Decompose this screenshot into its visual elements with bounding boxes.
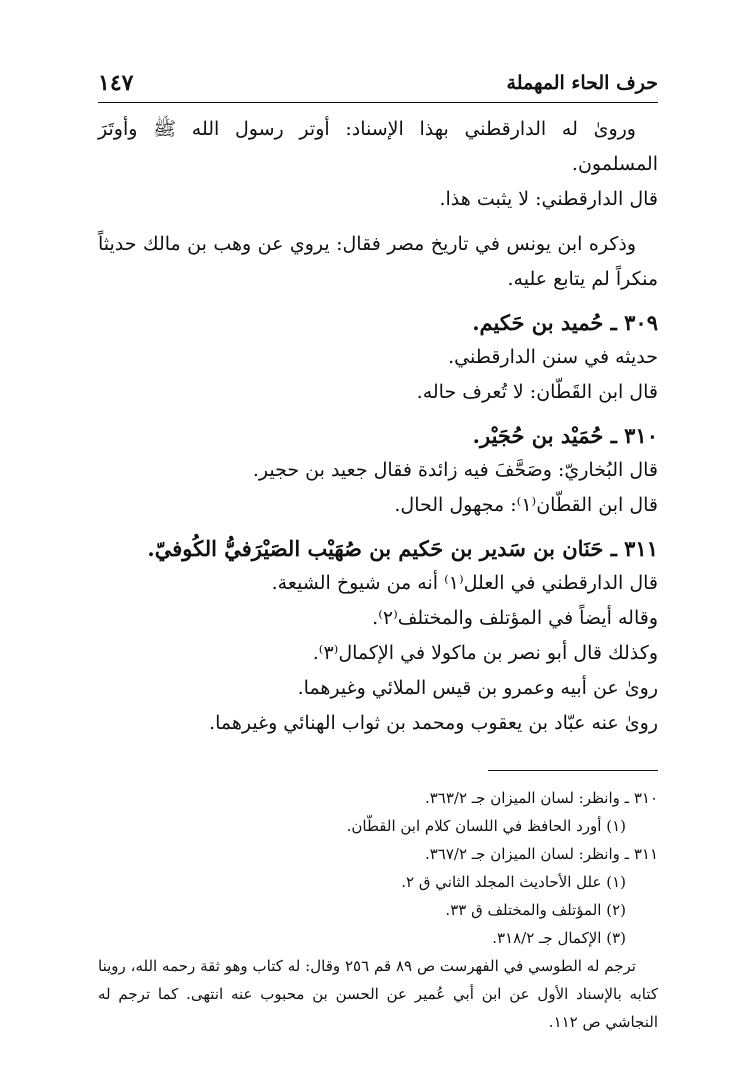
paragraph-1: وروىٰ له الدارقطني بهذا الإسناد: أوتر رسول الله ﷺ وأوتَرَ المسلمون. bbox=[98, 118, 658, 175]
entry-title-310: ٣١٠ ـ حُمَيْد بن حُجَيْر. bbox=[472, 423, 658, 448]
footnote-note: ترجم له الطوسي في الفهرست ص ٨٩ قم ٢٥٦ وقال: له كتاب وهو ثقة رحمه الله، روينا كتابه بالإسناد الأول عن ابن أبي عُمير عن الحسن بن محبوب عنه انتهى. كما ترجم له النجاشي ص ١١٢. bbox=[98, 957, 658, 1031]
footnote-311-2: (٢) المؤتلف والمختلف ق ٣٣. bbox=[445, 901, 626, 919]
footnote-310-ref: ٣١٠ ـ وانظر: لسان الميزان جـ ٣٦٣/٢. bbox=[424, 789, 658, 807]
page-number: ١٤٧ bbox=[98, 70, 134, 96]
paragraph-2: قال الدارقطني: لا يثبت هذا. bbox=[439, 188, 658, 210]
entry-309-line-2: قال ابن القَطّان: لا تُعرف حاله. bbox=[416, 381, 658, 403]
entry-311-line-2: وقاله أيضاً في المؤتلف والمختلف⁽٢⁾. bbox=[372, 607, 658, 629]
footnotes bbox=[98, 784, 658, 1036]
entry-title-311: ٣١١ ـ حَنَان بن سَدير بن حَكيم بن صُهَيْب الصَيْرَفيُّ الكُوفيّ. bbox=[147, 536, 658, 561]
entry-311-line-1: قال الدارقطني في العلل⁽١⁾ أنه من شيوخ الشيعة. bbox=[271, 572, 658, 594]
running-title: حرف الحاء المهملة bbox=[506, 72, 658, 94]
entry-310-line-1: قال البُخاريّ: وصَحَّفَ فيه زائدة فقال جعيد بن حجير. bbox=[252, 459, 658, 481]
paragraph-3: وذكره ابن يونس في تاريخ مصر فقال: يروي عن وهب بن مالك حديثاً منكراً لم يتابع عليه. bbox=[98, 233, 658, 290]
entry-309-line-1: حديثه في سنن الدارقطني. bbox=[448, 346, 658, 368]
entry-title-309: ٣٠٩ ـ حُميد بن حَكيم. bbox=[472, 310, 658, 335]
footnote-divider bbox=[488, 770, 658, 771]
footnote-311-1: (١) علل الأحاديث المجلد الثاني ق ٢. bbox=[401, 873, 626, 891]
footnote-310-1: (١) أورد الحافظ في اللسان كلام ابن القطّان. bbox=[346, 817, 626, 835]
entry-311-line-3: وكذلك قال أبو نصر بن ماكولا في الإكمال⁽٣⁾. bbox=[312, 642, 658, 664]
footnote-311-3: (٣) الإكمال جـ ٣١٨/٢. bbox=[492, 929, 626, 947]
page-header bbox=[98, 70, 658, 103]
entry-311-line-5: روىٰ عنه عبّاد بن يعقوب ومحمد بن ثواب الهنائي وغيرهما. bbox=[209, 712, 658, 734]
footnote-311-ref: ٣١١ ـ وانظر: لسان الميزان جـ ٣٦٧/٢. bbox=[424, 845, 658, 863]
entry-310-line-2: قال ابن القطّان⁽١⁾: مجهول الحال. bbox=[394, 494, 658, 516]
entry-311-line-4: روىٰ عن أبيه وعمرو بن قيس الملائي وغيرهما. bbox=[297, 677, 658, 699]
main-text bbox=[98, 112, 658, 741]
